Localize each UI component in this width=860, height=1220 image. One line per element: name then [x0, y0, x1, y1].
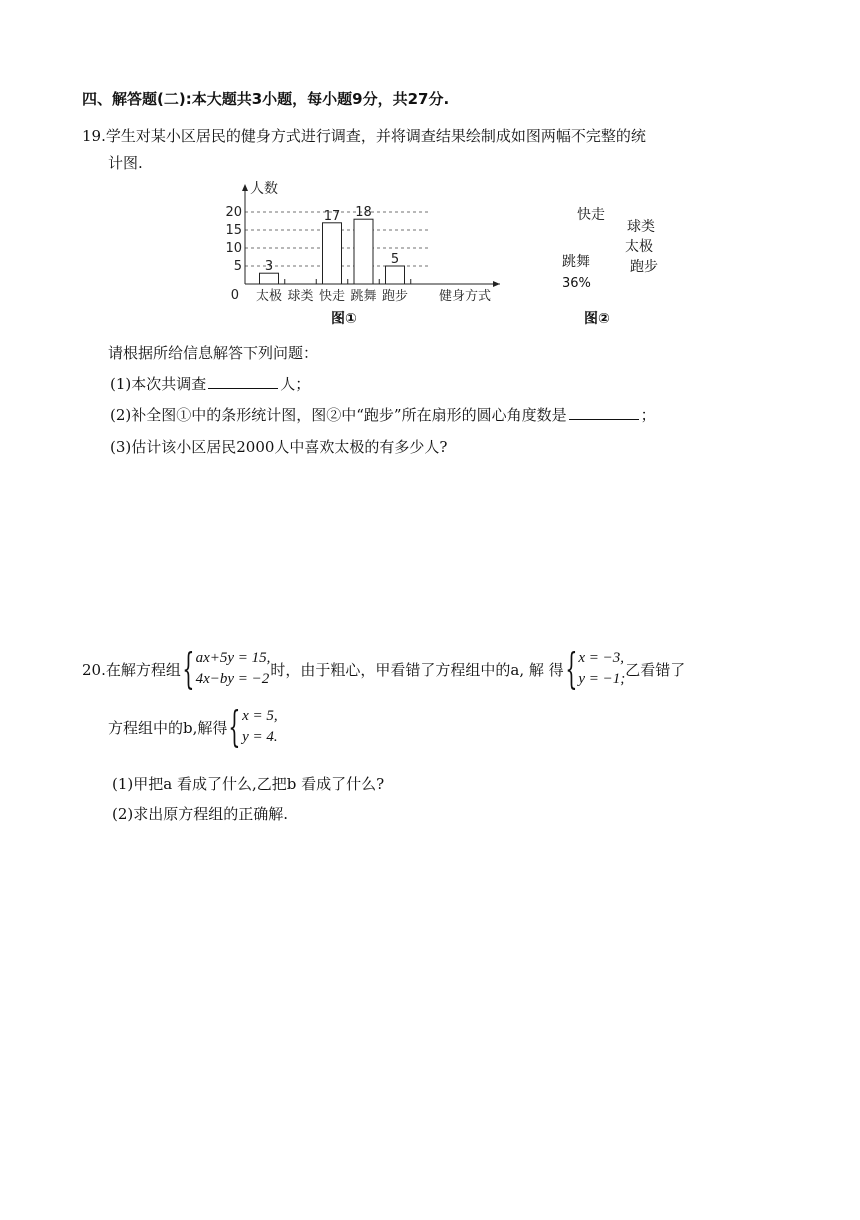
equation-system-jia — [564, 644, 626, 693]
q19-sub1 — [110, 373, 310, 394]
q20-line2-lead: 方程组中的b,解得 — [108, 718, 228, 737]
yi-solution-x: x = 5, — [242, 708, 278, 724]
category-label: 跑步 — [381, 289, 409, 304]
q19-line1: 19.学生对某小区居民的健身方式进行调查，并将调查结果绘制成如图两幅不完整的统 — [82, 127, 646, 145]
brace-icon: { — [182, 644, 195, 693]
q20-lead: 20.在解方程组 — [82, 660, 181, 679]
y-tick-label: 5 — [233, 259, 242, 274]
y-tick-label: 10 — [225, 241, 242, 256]
bar-chart — [225, 178, 515, 308]
fig1-caption: 图① — [331, 311, 357, 327]
x-axis-label: 健身方式 — [438, 289, 492, 304]
q19-prompt: 请根据所给信息解答下列问题： — [108, 344, 319, 362]
pie-label-tiaowu: 跳舞 — [562, 254, 590, 270]
pie-label-tiaowu-percent: 36% — [562, 276, 591, 291]
bar-4 — [386, 266, 405, 284]
y-tick-label: 20 — [225, 205, 242, 220]
category-label: 太极 — [255, 289, 283, 304]
bar-0 — [260, 273, 279, 284]
category-label: 快走 — [318, 289, 346, 304]
q19-sub2 — [110, 404, 656, 425]
bar-3 — [354, 219, 373, 284]
pie-label-paobu: 跑步 — [630, 259, 658, 275]
q19-sub1-tail: 人； — [280, 375, 311, 393]
bar-value-label: 18 — [355, 205, 372, 221]
fig2-caption: 图② — [584, 311, 610, 327]
bar-value-label: 3 — [264, 259, 274, 275]
bar-value-label: 17 — [323, 208, 341, 224]
q19-sub2-text: (2)补全图①中的条形统计图，图②中“跑步”所在扇形的圆心角度数是 — [110, 406, 567, 424]
chart-bars — [260, 219, 405, 284]
q20-line1 — [82, 644, 686, 693]
q20-sub1: (1)甲把a 看成了什么,乙把b 看成了什么? — [112, 775, 385, 793]
jia-solution-x: x = −3, — [578, 650, 625, 666]
category-label: 跳舞 — [350, 289, 377, 304]
q20-line2 — [108, 702, 278, 751]
equation-system-yi — [227, 702, 278, 751]
section-title: 四、解答题(二):本大题共3小题，每小题9分，共27分. — [82, 90, 450, 108]
yi-solution-y: y = 4. — [242, 729, 278, 745]
equation-system-original — [181, 644, 271, 693]
brace-icon: { — [565, 644, 578, 693]
q19-sub1-text: (1)本次共调查 — [110, 375, 207, 393]
jia-solution-y: y = −1; — [578, 671, 626, 687]
y-tick-label: 0 — [230, 288, 239, 303]
equation-1: ax+5y = 15, — [195, 650, 271, 666]
q19-sub3: (3)估计该小区居民2000人中喜欢太极的有多少人? — [110, 438, 448, 456]
pie-label-taiji: 太极 — [625, 239, 653, 255]
x-axis-arrow-icon — [493, 281, 500, 287]
pie-label-qiulei: 球类 — [627, 219, 655, 235]
brace-icon: { — [228, 702, 241, 751]
bar-2 — [323, 223, 342, 284]
y-axis-label: 人数 — [250, 181, 278, 197]
q20-mid: 时，由于粗心，甲看错了方程组中的a, 解 得 — [270, 660, 564, 679]
q19-sub2-tail: ； — [640, 406, 656, 424]
bar-value-label: 5 — [390, 252, 400, 267]
q20-tail: 乙看错了 — [625, 660, 686, 679]
answer-blank-2 — [569, 405, 639, 420]
category-label: 球类 — [287, 289, 314, 304]
y-tick-label: 15 — [225, 223, 242, 238]
pie-label-kuaizou: 快走 — [577, 207, 605, 223]
equation-2: 4x−by = −2 — [195, 671, 270, 687]
q20-sub2: (2)求出原方程组的正确解. — [112, 805, 289, 823]
answer-blank-1 — [208, 374, 278, 389]
q19-line2: 计图. — [108, 154, 143, 172]
y-axis-arrow-icon — [242, 184, 248, 191]
